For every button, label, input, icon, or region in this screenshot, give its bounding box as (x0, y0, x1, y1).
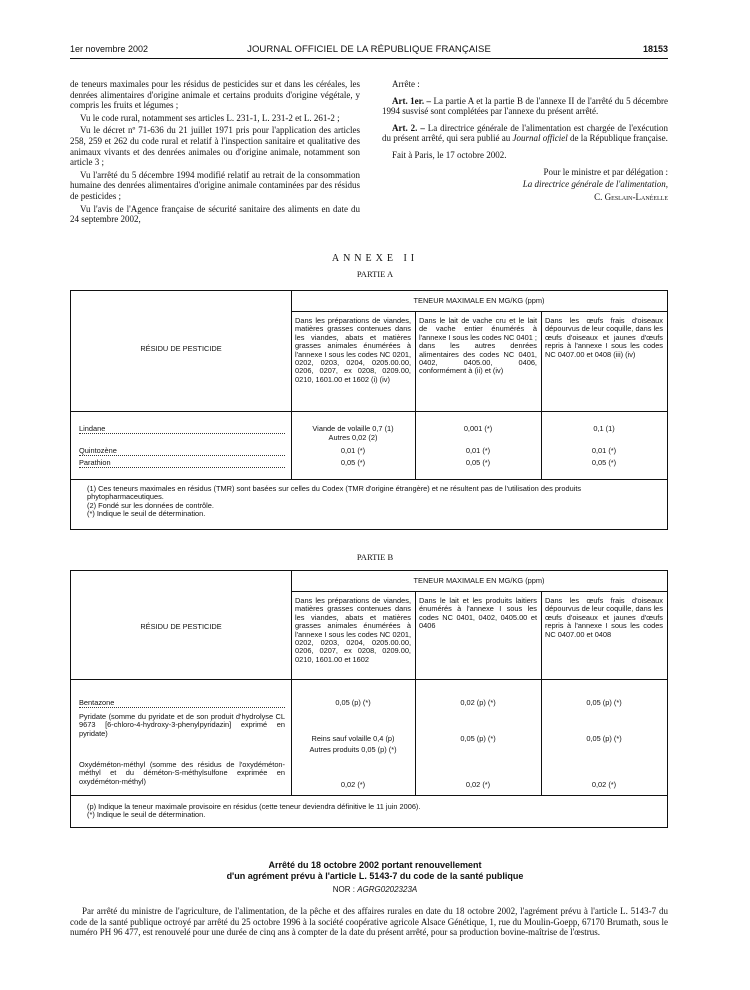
row-value: Viande de volaille 0,7 (1) (312, 424, 394, 433)
fait-a-paris: Fait à Paris, le 17 octobre 2002. (392, 149, 507, 160)
arrete-title-line-1: Arrêté du 18 octobre 2002 portant renouvellement (268, 860, 482, 870)
pour-le-ministre: Pour le ministre et par délégation : (543, 166, 668, 177)
row-value: 0,01 (*) (591, 446, 617, 455)
row-value: 0,05 (p) (*) (335, 698, 371, 707)
header-date: 1er novembre 2002 (70, 44, 149, 54)
left-paragraph-5: Vu l'avis de l'Agence française de sécurité sanitaire des aliments en date du 24 septembre 2002, (70, 203, 360, 225)
header-rule (70, 58, 668, 59)
article-2-label: Art. 2. – (392, 122, 425, 133)
arrete-body: Par arrêté du ministre de l'agriculture, de l'alimentation, de la pêche et des affaires rurales en date du 18 octobre 2002, l'agrément prévu à l'article L. 5143-7 du code de la santé publique octroyé par arrêté du 25 octobre 1996 à la société coopérative agricole Alsace Génétique, 1, rue du Moulin-Goepp, 67170 Brumath, sous le numéro PH 96 477, est renouvelé pour une durée de cinq ans à compter de la date du présent arrêté, pour sa production bovine-maîtrise de l'œstrus. (70, 906, 668, 938)
arrete-label: Arrête : (392, 79, 420, 89)
arrete-title-line-2: d'un agrément prévu à l'article L. 5143-7 du code de la santé publique (226, 870, 524, 881)
row-name-oxydemeton-methyl: Oxydéméton-méthyl (somme des résidus de l'oxydéméton-méthyl et du déméton-S-méthylsulfone exprimée en oxydéméton-méthyl) (79, 760, 285, 786)
left-paragraph-4: Vu l'arrêté du 5 décembre 1994 modifié relatif au retrait de la consommation humaine des denrées alimentaires d'origine animale contaminées par des résidus de pesticides ; (70, 169, 360, 201)
row-value: Autres produits 0,05 (p) (*) (309, 745, 397, 754)
note: (*) Indique le seuil de détermination. (87, 810, 206, 820)
column-1-header: Dans les préparations de viandes, matières grasses contenues dans les viandes, abats et matières grasses animales énumérées à l'annexe I sous les codes NC 0201, 0202, 0203, 0204, 0205.00.00, 0206, 0207, ex 0208, 0209.00, 0210, 1601.00 et 1602 (i) (iv) (295, 316, 411, 384)
column-2-header: Dans le lait de vache cru et le lait de vache entier énumérés à l'annexe I sous les codes NC 0401 ; dans les autres denrées alimentaires des codes NC 0401, 0402, 0405.00, 0406, conformément à (ii) et (iv) (419, 316, 537, 376)
header-journal-title: JOURNAL OFFICIEL DE LA RÉPUBLIQUE FRANÇAISE (247, 44, 491, 55)
article-2-journal: Journal officiel (512, 133, 568, 144)
column-3-header: Dans les œufs frais d'oiseaux dépourvus de leur coquille, dans les œufs d'oiseaux et jaunes d'œufs repris à l'annexe I sous les codes NC 0407.00 et 0408 (545, 596, 663, 639)
table-partie-b (70, 570, 668, 828)
header-teneur: TENEUR MAXIMALE EN MG/KG (ppm) (413, 576, 545, 585)
row-name-parathion: Parathion (79, 459, 285, 468)
arrete-title (0, 860, 750, 881)
row-value: 0,1 (1) (593, 424, 615, 433)
article-2 (382, 123, 668, 144)
header-teneur: TENEUR MAXIMALE EN MG/KG (ppm) (413, 296, 545, 305)
article-2-text-a: La directrice générale de l'alimentation est chargée de l'exécution du présent arrêté, qui sera publié au (382, 122, 669, 144)
row-value: 0,05 (*) (591, 458, 617, 467)
row-value: 0,01 (*) (465, 446, 491, 455)
row-name-quintozene: Quintozène (79, 447, 285, 456)
table-b-notes (87, 803, 657, 820)
row-value: 0,05 (p) (*) (586, 734, 622, 743)
row-name-bentazone: Bentazone (79, 699, 285, 708)
note: (p) Indique la teneur maximale provisoire en résidus (cette teneur deviendra définitive le 11 juin 2006). (87, 802, 421, 811)
table-partie-a (70, 290, 668, 530)
left-paragraph-2: Vu le code rural, notamment ses articles L. 231-1, L. 231-2 et L. 261-2 ; (80, 112, 340, 123)
nor-reference (0, 885, 750, 894)
row-value: 0,05 (*) (340, 458, 366, 467)
row-value: 0,05 (*) (465, 458, 491, 467)
article-2-text-b: de la République française. (567, 133, 668, 144)
note: (*) Indique le seuil de détermination. (87, 509, 206, 519)
row-value: Reins sauf volaille 0,4 (p) (311, 734, 395, 743)
partie-b-label: PARTIE B (356, 552, 394, 562)
row-value: 0,05 (p) (*) (460, 734, 496, 743)
row-value: 0,02 (p) (*) (460, 698, 496, 707)
row-value: Autres 0,02 (2) (328, 433, 378, 442)
left-paragraph-1: de teneurs maximales pour les résidus de pesticides sur et dans les céréales, les denrées alimentaires d'origine animale et certains produits d'origine végétale, y compris les fruits et légumes ; (70, 79, 360, 111)
note: (1) Ces teneurs maximales en résidus (TMR) sont basées sur celles du Codex (TMR d'origine étrangère) et ne résultent pas de l'utilisation des produits phytopharmaceutiques. (87, 484, 582, 502)
note: (2) Fondé sur les données de contrôle. (87, 500, 214, 510)
article-1-label: Art. 1er. – (392, 95, 432, 106)
row-name-lindane: Lindane (79, 425, 285, 434)
article-1-text: La partie A et la partie B de l'annexe II de l'arrêté du 5 décembre 1994 susvisé sont complétées par l'annexe du présent arrêté. (382, 95, 669, 117)
column-1-header: Dans les préparations de viandes, matières grasses contenues dans les viandes, abats et matières grasses animales énumérées à l'annexe I sous les codes NC 0201, 0202, 0203, 0204, 0205.00.00, 0206, 0207, ex 0208, 0209.00, 0210, 1601.00 et 1602 (295, 596, 411, 664)
partie-a-label: PARTIE A (356, 269, 394, 279)
left-paragraph-3: Vu le décret nº 71-636 du 21 juillet 1971 pris pour l'application des articles 258, 259 et 262 du code rural et relatif à l'inspection sanitaire et qualitative des animaux vivants et des denrées animales ou d'origine animale, notamment son article 3 ; (70, 125, 360, 168)
signature-block (382, 167, 668, 203)
nor-code: AGRG0202323A (357, 885, 418, 894)
nor-label: NOR : (332, 885, 358, 894)
row-value: 0,02 (*) (591, 780, 617, 789)
row-value: 0,05 (p) (*) (586, 698, 622, 707)
signataire-name: C. Geslain-Lanéelle (594, 191, 668, 202)
article-1 (382, 96, 668, 117)
header-residu: RÉSIDU DE PESTICIDE (140, 622, 222, 631)
column-2-header: Dans le lait et les produits laitiers énumérés à l'annexe I sous les codes NC 0401, 0402, 0405.00 et 0406 (419, 596, 537, 631)
row-name-pyridate: Pyridate (somme du pyridate et de son produit d'hydrolyse CL 9673 [6-chloro-4-hydroxy-3-phenylpyridazin] exprimé en pyridate) (79, 712, 285, 738)
row-value: 0,02 (*) (465, 780, 491, 789)
left-column (70, 79, 360, 227)
right-column (382, 79, 668, 204)
annexe-title: ANNEXE II (331, 253, 419, 264)
header-residu: RÉSIDU DE PESTICIDE (140, 344, 222, 353)
directrice-title: La directrice générale de l'alimentation, (522, 179, 668, 190)
table-a-notes (87, 485, 657, 519)
row-value: 0,01 (*) (340, 446, 366, 455)
header-page-number: 18153 (642, 44, 668, 54)
row-value: 0,001 (*) (463, 424, 493, 433)
page-header (70, 44, 668, 58)
row-value: 0,02 (*) (340, 780, 366, 789)
column-3-header: Dans les œufs frais d'oiseaux dépourvus de leur coquille, dans les œufs d'oiseaux et jaunes d'œufs repris à l'annexe I sous les codes NC 0407.00 et 0408 (iii) (iv) (545, 316, 663, 359)
